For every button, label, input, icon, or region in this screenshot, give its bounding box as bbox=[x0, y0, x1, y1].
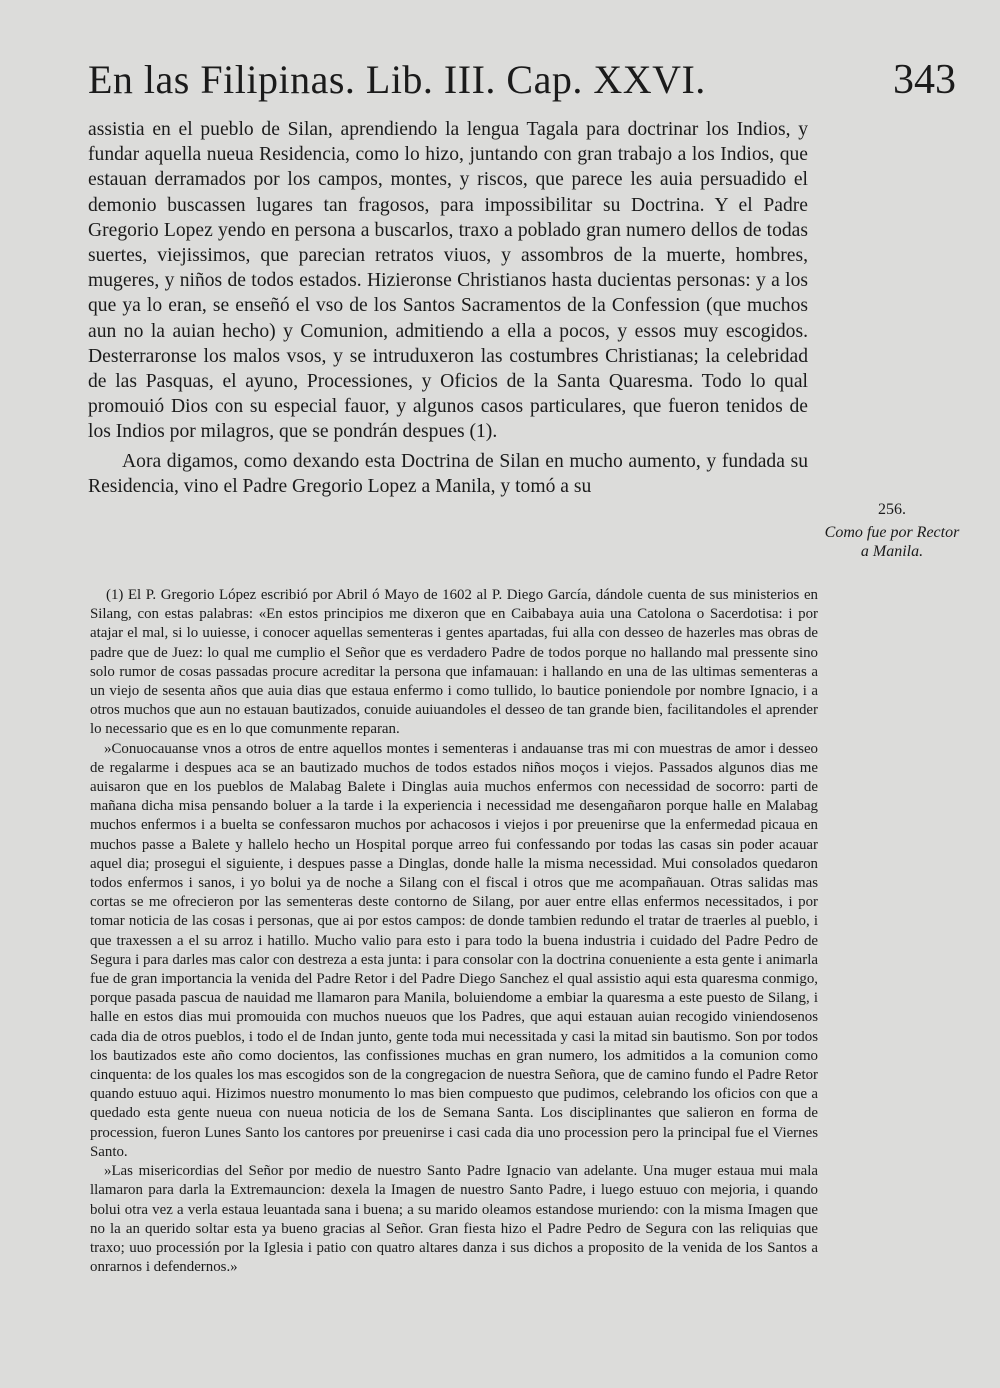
page-title: En las Filipinas. Lib. III. Cap. XXVI. bbox=[88, 57, 706, 102]
body-paragraph: assistia en el pueblo de Silan, aprendiendo la lengua Tagala para doctrinar los Indios, y fundar aquella nueua Residencia, como lo hizo, juntando con gran trabajo a los Indios, que estauan derramados por los campos, montes, y riscos, que parece les auia persuadido el demonio buscassen lugares tan fragosos, para impossibilitar su Doctrina. Y el Padre Gregorio Lopez yendo en persona a buscarlos, traxo a poblado gran numero dellos de todas suertes, viejissimos, que parecian retratos viuos, y assombros de la muerte, hombres, mugeres, y niños de todos estados. Hizieronse Christianos hasta ducientas personas: y a los que ya lo eran, se enseñó el vso de los Santos Sacramentos de la Confession (que muchos aun no la auian hecho) y Comunion, admitiendo a ella a pocos, y essos muy escogidos. Desterraronse los malos vsos, y se intruduxeron las costumbres Christianas; la celebridad de las Pasquas, el ayuno, Processiones, y Oficios de la Santa Quaresma. Todo lo qual promouió Dios con su especial fauor, y algunos casos particulares, que fueron tenidos de los Indios por milagros, que se pondrán despues (1). bbox=[88, 119, 808, 443]
footnote-paragraph: (1) El P. Gregorio López escribió por Abril ó Mayo de 1602 al P. Diego García, dándole cuenta de sus ministerios en Silang, con estas palabras: «En estos principios me dixeron que en Caibabaya auia una Catolona o Sacerdotisa: i por atajar el mal, si lo uuiesse, i conocer aquellas sementeras i gentes apartadas, fui alla con desseo de hazerles mas obras de padre que de Juez: lo qual me cumplio el Señor que es verdadero Padre de todos porque no hallando mal pressente sino solo rumor de cosas passadas procure acreditar la persona que infamauan: i hallando en una de las ultimas sementeras a un viejo de sesenta años que auia dias que estaua enfermo i como tullido, lo bautice poniendole por nombre Ignacio, i a otros muchos que aun no estauan bautizados, conuide auiuandoles el desseo de tan grande bien, facilitandoles el aprender lo necessario que es en lo que comunmente reparan. bbox=[90, 587, 818, 738]
footnote-paragraph: »Conuocauanse vnos a otros de entre aquellos montes i sementeras i andauanse tras mi con muestras de amor i desseo de regalarme i despues aca se an bautizado muchos de todos estados niños moços i viejos. Passados algunos dias me auisaron que en los pueblos de Malabag Balete i Dinglas auia muchos enfermos con necessidad de socorro: parti de mañana dicha misa pensando boluer a la tarde i la experiencia i necessidad me desengañaron porque halle en Malabag muchos enfermos i a buelta se confessaron muchos por achacosos i viejos i por preuenirse que la enfermedad picaua en muchos passe a Balete y hallelo hecho un Hospital porque arreo fui confessando por todas las casas sin poder acauar aquel dia; prosegui el siguiente, i despues passe a Dinglas, donde halle la misma necessidad. Mui consolados quedaron todos enfermos i sanos, i yo bolui ya de noche a Silang con el fiscal i otros que me acompañauan. Otras salidas mas cortas se me ofrecieron por las sementeras deste contorno de Silang, por auer entre ellas enfermos necessitados, i por tomar noticia de las cosas i personas, que ai por estos campos: de donde tambien redundo el tratar de traerles al pueblo, i que traxessen a el su arroz i hatillo. Mucho valio para esto i para todo la buena industria i cuidado del Padre Pedro de Segura i para darles mas calor con destreza a esta junta: i para consolar con la doctrina conueniente a esta gente i animarla fue de gran importancia la venida del Padre Retor i del Padre Diego Sanchez el qual assistio aqui esta quaresma conmigo, porque pasada pascua de nauidad me llamaron para Manila, boluiendome a embiar la quaresma a este puesto de Silang, i halle en estos dias mui promouida con muchos nueuos que los Padres, que aqui estauan auian recogido viniendosenos cada dia de otros pueblos, i todo el de Indan junto, gente toda mui necessitada y casi la mitad sin bautismo. Son por todos los bautizados este año como docientos, las confissiones muchas en gran numero, los admitidos a la comunion como cinquenta: de los quales los mas escogidos son de la congregacion de nuestra Señora, que de camino fundo el Padre Retor quando estuuo aqui. Hizimos nuestro monumento lo mas bien compuesto que pudimos, celebrando los oficios con que a quedado esta gente nueua con nueua noticia de los de Semana Santa. Los disciplinantes que salieron en forma de procession, fueron Lunes Santo los cantores por preuenirse i casi cada dia uno procession pero la principal fue el Viernes Santo. bbox=[90, 740, 818, 1160]
margin-note-text: Como fue por Rector a Manila. bbox=[824, 524, 960, 560]
running-head bbox=[88, 56, 956, 116]
margin-note-number: 256. bbox=[878, 501, 906, 518]
body-paragraph: Aora digamos, como dexando esta Doctrina de Silan en mucho aumento, y fundada su Residencia, vino el Padre Gregorio Lopez a Manila, y tomó a su bbox=[88, 450, 808, 497]
margin-note bbox=[822, 500, 962, 561]
page-number: 343 bbox=[893, 57, 956, 103]
footnote-paragraph: »Las misericordias del Señor por medio de nuestro Santo Padre Ignacio van adelante. Una muger estaua mui mala llamaron para darla la Extremauncion: dexela la Imagen de nuestro Santo Padre, i luego estuuo con mejoria, i quando bolui otra vez a verla estaua leuantada sana i buena; a su marido oleamos estandose muriendo: con la misma Imagen que no la an querido soltar esta ya bueno gracias al Señor. Gran fiesta hizo el Padre Pedro de Segura con las reliquias que traxo; uuo processión por la Iglesia i patio con quatro altares danza i sus dichos a proposito de la venida de los Santos a onrarnos i defendernos.» bbox=[90, 1163, 818, 1276]
footnote bbox=[90, 586, 818, 1277]
main-text bbox=[88, 117, 808, 499]
